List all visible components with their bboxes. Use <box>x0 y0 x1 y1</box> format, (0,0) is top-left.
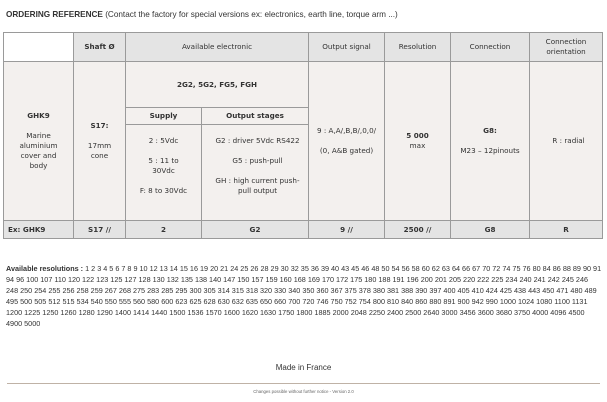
resolution-value: 5 000 <box>406 131 429 140</box>
resolution-cell <box>385 62 451 221</box>
output-gh-2: pull output <box>237 186 278 195</box>
example-label: Ex: GHK9 <box>4 221 74 239</box>
resolutions-label: Available resolutions : <box>6 264 84 273</box>
header-orientation-line1: Connection <box>545 37 587 46</box>
supply-5a: 5 : 11 to <box>148 156 179 165</box>
supply-options <box>126 125 202 221</box>
header-electronic: Available electronic <box>126 33 309 62</box>
table-body-row-variants <box>4 62 603 108</box>
header-orientation <box>530 33 603 62</box>
example-supply: 2 <box>126 221 202 239</box>
footer-divider <box>7 383 600 384</box>
output-g2: G2 : driver 5Vdc RS422 <box>215 136 300 145</box>
shaft-cell <box>74 62 126 221</box>
output-signal-cell <box>309 62 385 221</box>
available-resolutions <box>6 264 602 329</box>
supply-2: 2 : 5Vdc <box>148 136 179 145</box>
example-resolution: 2500 // <box>385 221 451 239</box>
ordering-reference-table <box>3 32 603 239</box>
header-shaft-label: Shaft Ø <box>84 42 115 51</box>
orientation-cell <box>530 62 603 221</box>
header-connection: Connection <box>451 33 530 62</box>
connection-cell <box>451 62 530 221</box>
made-in-label: Made in France <box>275 363 332 372</box>
shaft-desc-2: cone <box>90 151 109 160</box>
header-output-signal: Output signal <box>309 33 385 62</box>
shaft-code: S17: <box>90 121 109 130</box>
header-shaft <box>74 33 126 62</box>
model-desc-3: cover and <box>20 151 57 160</box>
table-header-row <box>4 33 603 62</box>
header-resolution: Resolution <box>385 33 451 62</box>
outputs-title: Output stages <box>202 108 309 125</box>
orientation-value: R : radial <box>552 136 585 145</box>
connection-code: G8: <box>483 126 497 135</box>
supply-5b: 30Vdc <box>152 166 175 175</box>
supply-f: F: 8 to 30Vdc <box>139 186 188 195</box>
resolutions-values: 1 2 3 4 5 6 7 8 9 10 12 13 14 15 16 19 20 21 24 25 26 28 29 30 32 35 36 39 40 43 45 46 48 50 54 56 58 60 62 63 64 66 67 70 72 74 75 76 80 84 86 88 89 90 91 94 96 100 107 110 120 122 123 125 127 128 130 132 135 138 140 147 150 157 159 160 168 169 170 172 175 180 188 191 196 200 201 205 220 222 225 234 240 241 242 245 246 248 250 254 255 256 258 259 267 268 275 283 285 295 300 305 314 315 318 320 330 340 350 360 367 375 378 380 381 388 390 397 400 405 410 424 425 438 443 450 471 480 489 495 500 505 512 515 534 540 550 555 560 580 600 623 625 628 630 632 635 650 660 700 720 746 750 752 754 800 810 840 860 880 891 900 942 990 1000 1024 1080 1100 1131 1200 1225 1250 1260 1280 1290 1400 1414 1440 1500 1536 1570 1600 1620 1630 1750 1800 1885 2000 2048 2250 2400 2500 2640 3000 3456 3600 3680 3750 4000 4096 4500 4900 5000 <box>6 264 602 328</box>
model-desc-4: body <box>29 161 48 170</box>
output-signal-line2: (0, A&B gated) <box>319 146 374 155</box>
heading-title: ORDERING REFERENCE <box>6 10 103 19</box>
model-code: GHK9 <box>27 111 50 120</box>
output-signal-line1: 9 : A,A/,B,B/,0,0/ <box>316 126 377 135</box>
output-g5: G5 : push-pull <box>232 156 283 165</box>
example-output: G2 <box>202 221 309 239</box>
model-cell <box>4 62 74 221</box>
output-gh-1: GH : high current push- <box>215 176 300 185</box>
example-row <box>4 221 603 239</box>
example-shaft: S17 // <box>74 221 126 239</box>
header-orientation-line2: orientation <box>546 47 586 56</box>
electronic-variants: 2G2, 5G2, FG5, FGH <box>126 62 309 108</box>
change-notice: Changes possible without further notice - Version 2.0 <box>253 389 354 394</box>
connection-desc: M23 – 12pinouts <box>460 146 520 155</box>
example-orientation: R <box>530 221 603 239</box>
header-blank-cell <box>4 33 74 62</box>
heading-note: (Contact the factory for special versions ex: electronics, earth line, torque arm ...) <box>105 10 398 19</box>
model-desc-1: Marine <box>26 131 51 140</box>
example-connection: G8 <box>451 221 530 239</box>
supply-title: Supply <box>126 108 202 125</box>
model-desc-2: aluminium <box>19 141 58 150</box>
shaft-desc-1: 17mm <box>87 141 112 150</box>
resolution-note: max <box>409 141 426 150</box>
example-signal: 9 // <box>309 221 385 239</box>
output-stage-options <box>202 125 309 221</box>
ordering-reference-heading <box>6 10 398 19</box>
